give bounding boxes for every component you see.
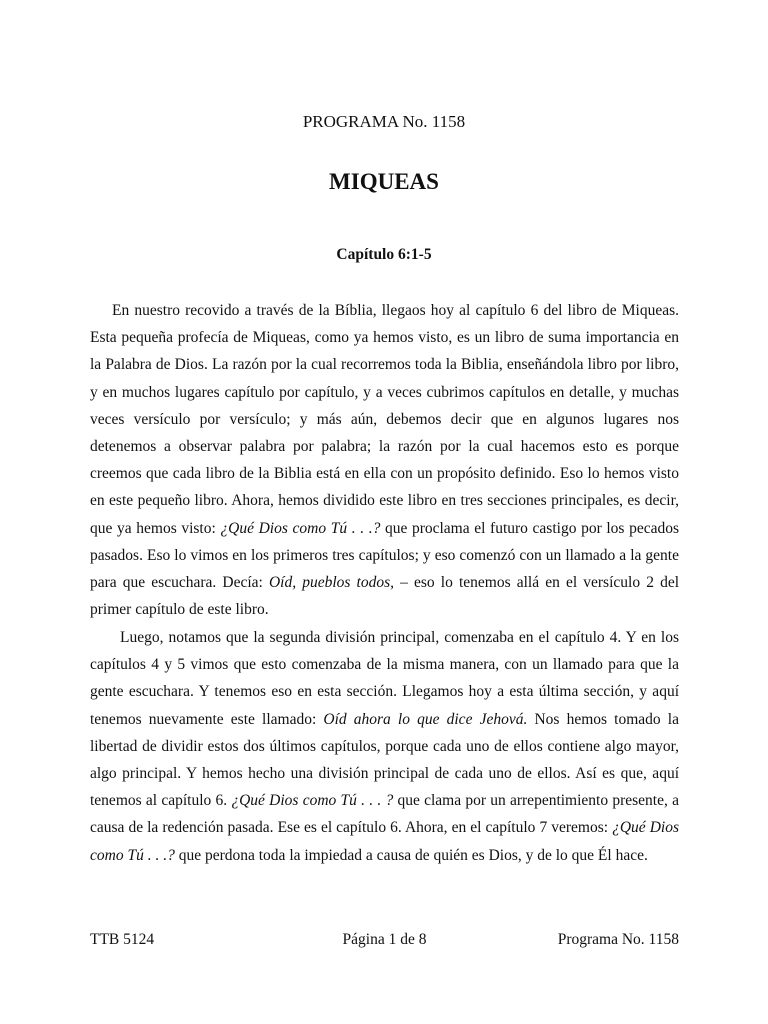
footer-page-number: Página 1 de 8	[342, 931, 427, 948]
page-footer	[90, 931, 679, 953]
text-segment: que perdona toda la impiedad a causa de quién es Dios, y de lo que Él hace.	[174, 846, 648, 864]
program-heading: PROGRAMA No. 1158	[302, 112, 466, 131]
text-segment: Luego, notamos que la segunda división principal, comenzaba en el capítulo 4. Y en los capítulos 4 y 5 vimos que esto comenzaba de la misma manera, con un llamado para que la gente escuchara. Y tenemos eso en esta sección. Llegamos hoy a esta última sección, y aquí tenemos nuevamente este llamado:	[90, 629, 679, 728]
quote-segment: ¿Qué Dios como Tú . . .?	[220, 519, 381, 537]
text-segment: que clama por un arrepentimiento presente, a causa de la redención pasada. Ese es el capítulo 6. Ahora, en el capítulo 7 veremos:	[90, 792, 679, 837]
document-title: MIQUEAS	[329, 169, 439, 194]
quote-segment: ¿Qué Dios como Tú . . . ?	[231, 792, 394, 810]
text-segment: En nuestro recovido a través de la Bíblia, llegaos hoy al capítulo 6 del libro de Miqueas. Esta pequeña profecía de Miqueas, como ya hemos visto, es un libro de suma importancia en la Palabra de Dios. La razón por la cual recorremos toda la Biblia, enseñándola libro por libro, y en muchos lugares capítulo por capítulo, y a veces cubrimos capítulos en detalle, y muchas veces versículo por versículo; y más aún, debemos decir que en algunos lugares nos detenemos a observar palabra por palabra; la razón por la cual hacemos esto es porque creemos que cada libro de la Biblia está en ella con un propósito definido. Eso lo hemos visto en este pequeño libro. Ahora, hemos dividido este libro en tres secciones principales, es decir, que ya hemos visto:	[90, 302, 679, 537]
text-segment: Nos hemos tomado la libertad de dividir estos dos últimos capítulos, porque cada uno de ellos contiene algo mayor, algo principal. Y hemos hecho una división principal de cada uno de ellos. Así es que, aquí tenemos al capítulo 6.	[90, 710, 679, 810]
text-segment: que proclama el futuro castigo por los pecados pasados. Eso lo vimos en los primeros tres capítulos; y eso comenzó con un llamado a la gente para que escuchara. Decía:	[90, 519, 679, 592]
quote-segment: Oíd ahora lo que dice Jehová.	[323, 710, 528, 728]
paragraph-2	[90, 624, 679, 869]
quote-segment: Oíd, pueblos todos,	[268, 574, 394, 592]
quote-segment: ¿Qué Dios como Tú . . .?	[90, 819, 679, 864]
text-segment: – eso lo tenemos allá en el versículo 2 del primer capítulo de este libro.	[90, 574, 680, 619]
footer-document-code: TTB 5124	[90, 931, 155, 948]
paragraph-1	[90, 297, 679, 623]
chapter-heading: Capítulo 6:1-5	[336, 246, 432, 263]
footer-program-number: Programa No. 1158	[557, 931, 679, 948]
